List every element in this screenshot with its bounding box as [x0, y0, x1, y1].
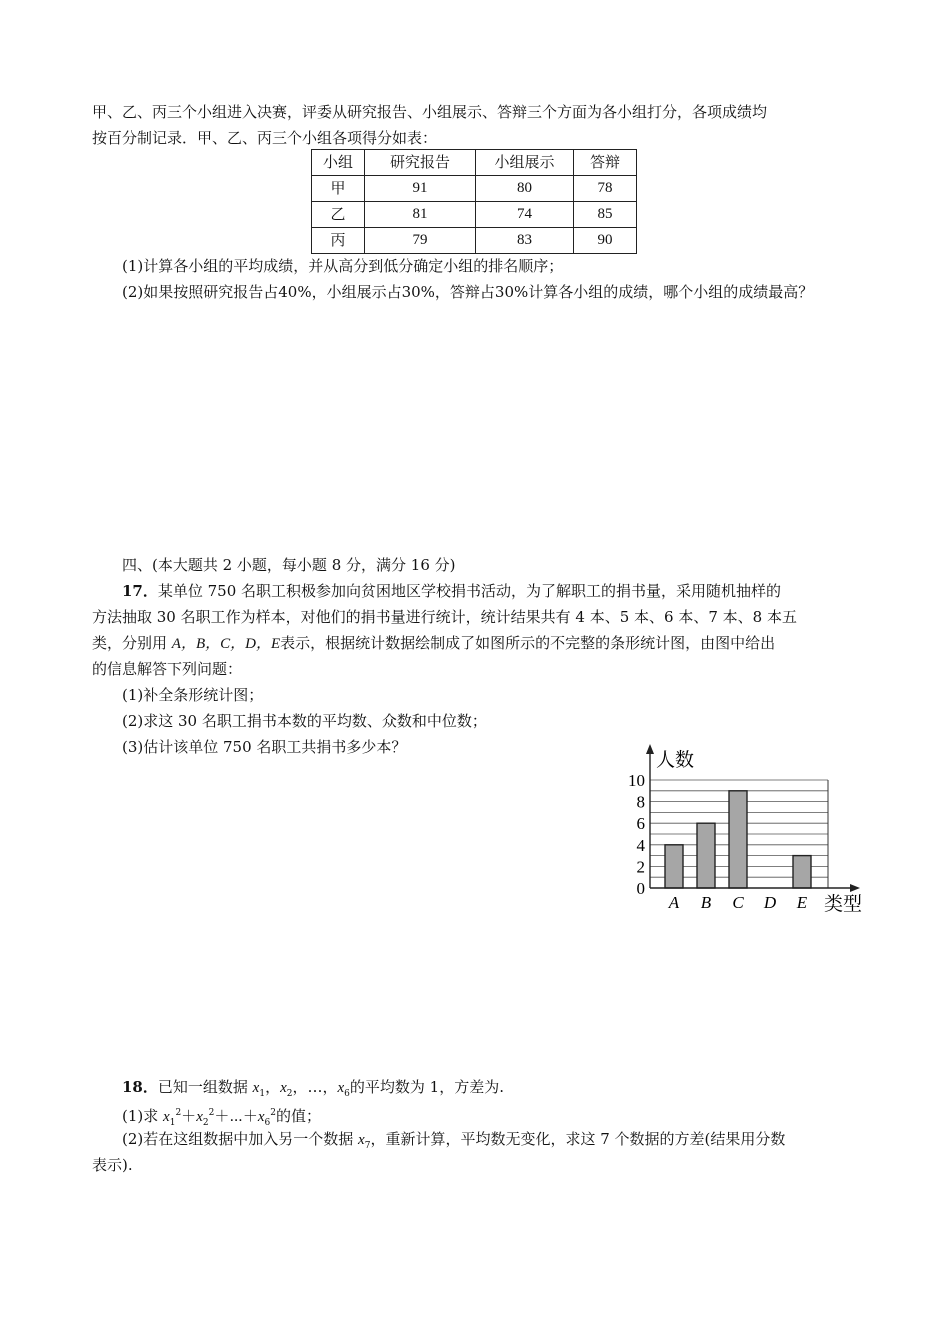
table-row [312, 176, 637, 202]
table-cell: 81 [365, 202, 476, 228]
q17-stem-line-3: 类，分别用 A，B，C，D，E表示，根据统计数据绘制成了如图所示的不完整的条形统计图，由图中给出 [92, 634, 776, 652]
q17-category-letters: A，B，C，D，E [171, 636, 281, 652]
y-tick-label: 0 [636, 879, 645, 898]
q17-stem-line-2: 方法抽取 30 名职工作为样本，对他们的捐书量进行统计，统计结果共有 4 本、5 本、6 本、7 本、8 本五 [92, 608, 797, 626]
table-cell: 85 [574, 202, 637, 228]
table-header-row [312, 150, 637, 176]
table-cell: 91 [365, 176, 476, 202]
section-4-heading: 四、(本大题共 2 小题，每小题 8 分，满分 16 分) [122, 556, 456, 574]
chart-categories [668, 893, 808, 912]
table-cell: 74 [476, 202, 574, 228]
category-label: B [700, 893, 712, 912]
y-tick-label: 4 [636, 835, 645, 855]
x-axis-arrow-icon [850, 884, 860, 892]
bar-chart [610, 740, 870, 920]
category-label: E [796, 893, 808, 912]
y-tick-label: 6 [636, 814, 645, 834]
category-label: C [732, 893, 744, 912]
score-table [311, 149, 637, 254]
bar-C [729, 791, 747, 888]
y-tick-label: 10 [628, 771, 645, 790]
chart-x-label: 类型 [824, 894, 863, 915]
table-header: 小组 [312, 150, 365, 176]
category-label: D [763, 893, 777, 912]
table-cell: 90 [574, 228, 637, 254]
bar-B [697, 823, 715, 888]
chart-y-label: 人数 [656, 750, 695, 771]
q17-stem-line-1: 17．某单位 750 名职工积极参加向贫困地区学校捐书活动，为了解职工的捐书量，采用随机抽样的 [122, 582, 782, 600]
table-cell: 丙 [312, 228, 365, 254]
q18-part-2: (2)若在这组数据中加入另一个数据 $x_7$，重新计算，平均数无变化，求这 7 个数据的方差(结果用分数 [122, 1130, 786, 1151]
y-axis-arrow-icon [646, 744, 654, 754]
q17-number: 17． [122, 582, 158, 600]
q16-part-2: (2)如果按照研究报告占40%，小组展示占30%，答辩占30%计算各小组的成绩，哪个小组的成绩最高？ [122, 283, 814, 301]
chart-ticks [628, 771, 646, 898]
q16-part-1: (1)计算各小组的平均成绩，并从高分到低分确定小组的排名顺序； [122, 257, 564, 275]
table-cell: 79 [365, 228, 476, 254]
q17-part-2: (2)求这 30 名职工捐书本数的平均数、众数和中位数； [122, 712, 487, 730]
q18-number: 18． [122, 1078, 158, 1096]
table-cell: 80 [476, 176, 574, 202]
q18-part-2-cont: 表示). [92, 1156, 133, 1174]
y-tick-label: 2 [636, 857, 645, 877]
intro-line-1: 甲、乙、丙三个小组进入决赛，评委从研究报告、小组展示、答辩三个方面为各小组打分，各项成绩均 [92, 103, 768, 121]
table-row [312, 228, 637, 254]
table-row [312, 202, 637, 228]
intro-line-2: 按百分制记录．甲、乙、丙三个小组各项得分如表： [92, 129, 438, 147]
table-header: 研究报告 [365, 150, 476, 176]
table-cell: 83 [476, 228, 574, 254]
q17-stem-line-4: 的信息解答下列问题： [92, 660, 243, 678]
category-label: A [668, 893, 680, 912]
table-header: 答辩 [574, 150, 637, 176]
q18-stem: 18．已知一组数据 $x_1$，$x_2$，…，$x_6$的平均数为 1，方差为. [122, 1078, 504, 1099]
q17-part-1: (1)补全条形统计图； [122, 686, 264, 704]
q18-part-1: (1)求 $x_1^2+x_2^2+\cdots+x_6^2$的值； [122, 1107, 321, 1128]
bar-A [665, 845, 683, 888]
q17-part-3: (3)估计该单位 750 名职工共捐书多少本？ [122, 738, 407, 756]
table-cell: 78 [574, 176, 637, 202]
chart-bars [665, 791, 811, 888]
y-tick-label: 8 [636, 792, 645, 812]
table-header: 小组展示 [476, 150, 574, 176]
table-cell: 甲 [312, 176, 365, 202]
bar-E [793, 856, 811, 888]
table-cell: 乙 [312, 202, 365, 228]
